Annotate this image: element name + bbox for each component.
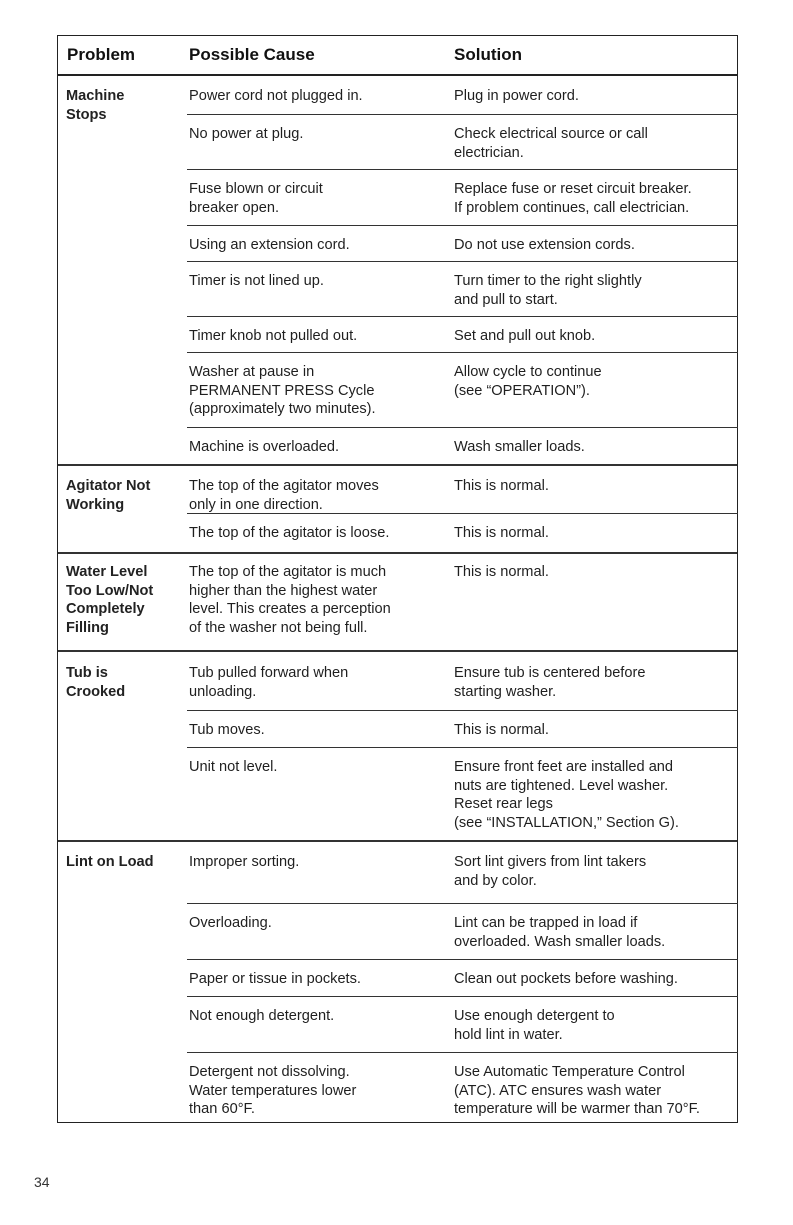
table-row: [187, 652, 738, 710]
cause-text: Improper sorting.: [189, 854, 300, 870]
page-number: 34: [34, 1174, 50, 1190]
cause-text: Tub moves.: [189, 722, 265, 738]
solution-text: Set and pull out knob.: [454, 328, 596, 344]
header-problem: Problem: [67, 45, 136, 64]
solution-text: Clean out pockets before washing.: [454, 971, 678, 987]
solution-text: Replace fuse or reset circuit breaker. If problem continues, call electrician.: [454, 181, 692, 216]
header-solution: Solution: [454, 45, 522, 64]
solution-text: Check electrical source or call electrician.: [454, 126, 648, 161]
table-row: [187, 710, 738, 747]
table-row: [187, 169, 738, 225]
header-possible-cause: Possible Cause: [189, 45, 315, 64]
table-row: [187, 316, 738, 352]
problem-name: Machine Stops: [66, 88, 125, 123]
table-row: [187, 842, 738, 903]
cause-text: No power at plug.: [189, 126, 304, 142]
table-row: [187, 959, 738, 996]
solution-text: Lint can be trapped in load if overloaded. Wash smaller loads.: [454, 915, 666, 950]
table-row: [187, 225, 738, 261]
table-row: [187, 1052, 738, 1125]
problem-group-water-level: [58, 552, 737, 649]
table-row: [187, 261, 738, 316]
table-row: [187, 747, 738, 840]
cause-text: Overloading.: [189, 915, 272, 931]
solution-text: This is normal.: [454, 564, 549, 580]
table-row: [187, 352, 738, 427]
problem-name: Agitator Not Working: [66, 478, 151, 513]
problem-name: Tub is Crooked: [66, 665, 126, 700]
cause-text: Machine is overloaded.: [189, 439, 340, 455]
table-row: [187, 114, 738, 169]
problem-group-tub-is-crooked: [58, 650, 737, 838]
cause-text: Tub pulled forward when unloading.: [189, 665, 349, 700]
solution-text: This is normal.: [454, 525, 549, 541]
cause-text: Using an extension cord.: [189, 237, 350, 253]
cause-text: The top of the agitator is much higher than the highest water level. This creates a perception of the washer not being full.: [189, 564, 391, 636]
cause-text: Power cord not plugged in.: [189, 88, 363, 104]
problem-group-machine-stops: [58, 76, 737, 490]
table-row: [187, 903, 738, 959]
solution-text: Ensure tub is centered before starting washer.: [454, 665, 646, 700]
solution-text: This is normal.: [454, 478, 549, 494]
solution-text: Use Automatic Temperature Control (ATC). ATC ensures wash water temperature will be warmer than 70°F.: [454, 1064, 700, 1117]
table-row: [187, 76, 738, 114]
cause-text: Unit not level.: [189, 759, 278, 775]
cause-text: The top of the agitator moves only in one direction.: [189, 478, 379, 513]
cause-text: Timer is not lined up.: [189, 273, 324, 289]
table-header: [58, 36, 737, 76]
troubleshooting-table: [57, 35, 738, 1123]
solution-text: Wash smaller loads.: [454, 439, 585, 455]
solution-text: Use enough detergent to hold lint in water.: [454, 1008, 615, 1043]
problem-group-agitator-not-working: [58, 464, 737, 547]
solution-text: Sort lint givers from lint takers and by color.: [454, 854, 647, 889]
cause-text: Paper or tissue in pockets.: [189, 971, 361, 987]
solution-text: Plug in power cord.: [454, 88, 579, 104]
table-row: [187, 996, 738, 1052]
cause-text: Detergent not dissolving. Water temperatures lower than 60°F.: [189, 1064, 357, 1117]
problem-name: Water Level Too Low/Not Completely Filling: [66, 564, 154, 636]
solution-text: This is normal.: [454, 722, 549, 738]
table-row: [187, 513, 738, 549]
solution-text: Ensure front feet are installed and nuts are tightened. Level washer. Reset rear legs (see “INSTALLATION,” Section G).: [454, 759, 679, 831]
cause-text: Not enough detergent.: [189, 1008, 335, 1024]
solution-text: Allow cycle to continue (see “OPERATION”).: [454, 364, 602, 399]
cause-text: The top of the agitator is loose.: [189, 525, 390, 541]
table-row: [187, 466, 738, 513]
cause-text: Timer knob not pulled out.: [189, 328, 358, 344]
table-row: [187, 554, 738, 651]
problem-group-lint-on-load: [58, 840, 737, 1123]
solution-text: Do not use extension cords.: [454, 237, 635, 253]
cause-text: Washer at pause in PERMANENT PRESS Cycle (approximately two minutes).: [189, 364, 376, 417]
cause-text: Fuse blown or circuit breaker open.: [189, 181, 323, 216]
solution-text: Turn timer to the right slightly and pull to start.: [454, 273, 642, 308]
problem-name: Lint on Load: [66, 854, 154, 870]
